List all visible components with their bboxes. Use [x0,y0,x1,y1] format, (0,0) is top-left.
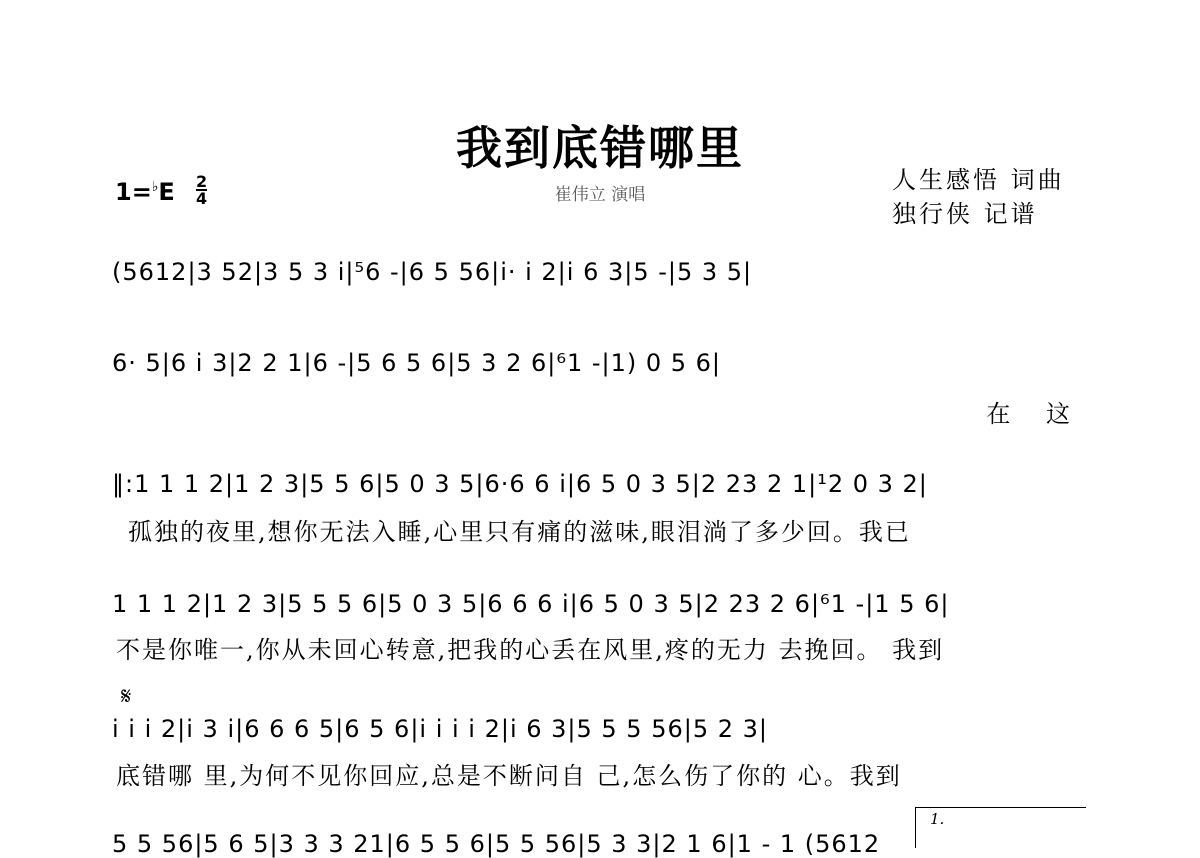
score-line-3: ‖:1 1 1 2|1 2 3|5 5 6|5 0 3 5|6·6 6 i|6 5 0 3 5|2 23 2 1|¹2 0 3 2| [112,470,928,498]
time-signature-bottom: 4 [196,189,208,208]
score-line-5: i i i 2|i 3 i|6 6 6 5|6 5 6|i i i i 2|i 6 3|5 5 5 56|5 2 3| [112,715,768,743]
key-prefix: 1= [115,178,152,206]
score-line-1: (5612|3 52|3 5 3 i|⁵6 -|6 5 56|i· i 2|i 6 3|5 -|5 3 5| [112,258,753,286]
lyrics-line-5: 底错哪 里,为何不见你回应,总是不断问自 己,怎么伤了你的 心。我到 [116,762,902,790]
segno-sign: 𝄋 [121,682,132,710]
transcriber-credit: 独行侠 记谱 [892,200,1038,228]
lyrics-music-credit: 人生感悟 词曲 [892,166,1065,194]
volta-label: 1. [930,810,945,828]
score-line-6: 5 5 56|5 6 5|3 3 3 21|6 5 5 6|5 5 56|5 3 3|2 1 6|1 - 1 (5612 [112,830,881,858]
score-line-2: 6· 5|6 i 3|2 2 1|6 -|5 6 5 6|5 3 2 6|⁶1 -|1) 0 5 6| [112,349,722,377]
time-signature-top: 2 [196,172,208,191]
time-signature [196,174,207,206]
lyrics-line-2: 在 这 [986,400,1084,428]
flat-sign: ♭ [151,179,159,195]
score-line-4: 1 1 1 2|1 2 3|5 5 5 6|5 0 3 5|6 6 6 i|6 5 0 3 5|2 23 2 6|⁶1 -|1 5 6| [112,590,950,618]
key-signature [115,178,175,206]
lyrics-line-4: 不是你唯一,你从未回心转意,把我的心丢在风里,疼的无力 去挽回。 我到 [116,636,945,664]
singer-credit: 崔伟立 演唱 [554,185,646,205]
song-title: 我到底错哪里 [456,121,744,175]
key-letter: E [158,178,175,206]
lyrics-line-3: 孤独的夜里,想你无法入睡,心里只有痛的滋味,眼泪淌了多少回。我已 [128,518,911,546]
